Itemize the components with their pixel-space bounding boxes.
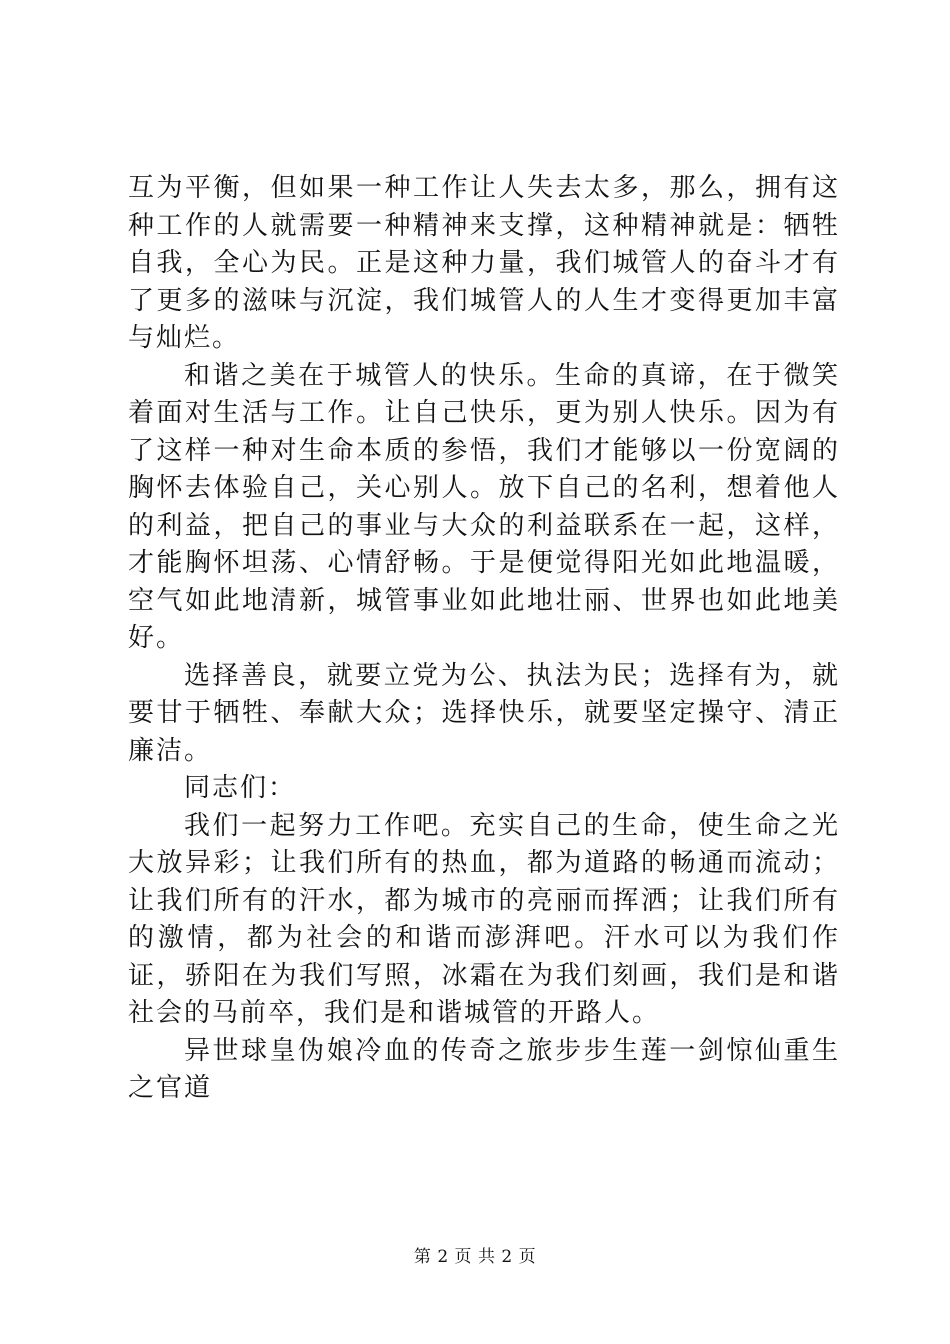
paragraph-5: 我们一起努力工作吧。充实自己的生命，使生命之光大放异彩；让我们所有的热血，都为道路的畅通而流动；让我们所有的汗水，都为城市的亮丽而挥洒；让我们所有的激情，都为社会的和谐而澎湃吧。汗水可以为我们作证，骄阳在为我们写照，冰霜在为我们刻画，我们是和谐社会的马前卒，我们是和谐城管的开路人。 [128, 810, 840, 1028]
paragraph-salutation: 同志们： [184, 773, 297, 803]
paragraph-3: 选择善良，就要立党为公、执法为民；选择有为，就要甘于牺牲、奉献大众；选择快乐，就要坚定操守、清正廉洁。 [128, 660, 840, 766]
paragraph-1: 互为平衡，但如果一种工作让人失去太多，那么，拥有这种工作的人就需要一种精神来支撑，这种精神就是：牺牲自我，全心为民。正是这种力量，我们城管人的奋斗才有了更多的滋味与沉淀，我们城管人的人生才变得更加丰富与灿烂。 [128, 173, 840, 353]
paragraph-2: 和谐之美在于城管人的快乐。生命的真谛，在于微笑着面对生活与工作。让自己快乐，更为别人快乐。因为有了这样一种对生命本质的参悟，我们才能够以一份宽阔的胸怀去体验自己，关心别人。放下自己的名利，想着他人的利益，把自己的事业与大众的利益联系在一起，这样，才能胸怀坦荡、心情舒畅。于是便觉得阳光如此地温暖，空气如此地清新，城管事业如此地壮丽、世界也如此地美好。 [128, 360, 840, 653]
document-body [128, 170, 840, 1108]
paragraph-6: 异世球皇伪娘冷血的传奇之旅步步生莲一剑惊仙重生之官道 [128, 1035, 840, 1103]
page-number-footer: 第 2 页 共 2 页 [413, 1247, 537, 1267]
